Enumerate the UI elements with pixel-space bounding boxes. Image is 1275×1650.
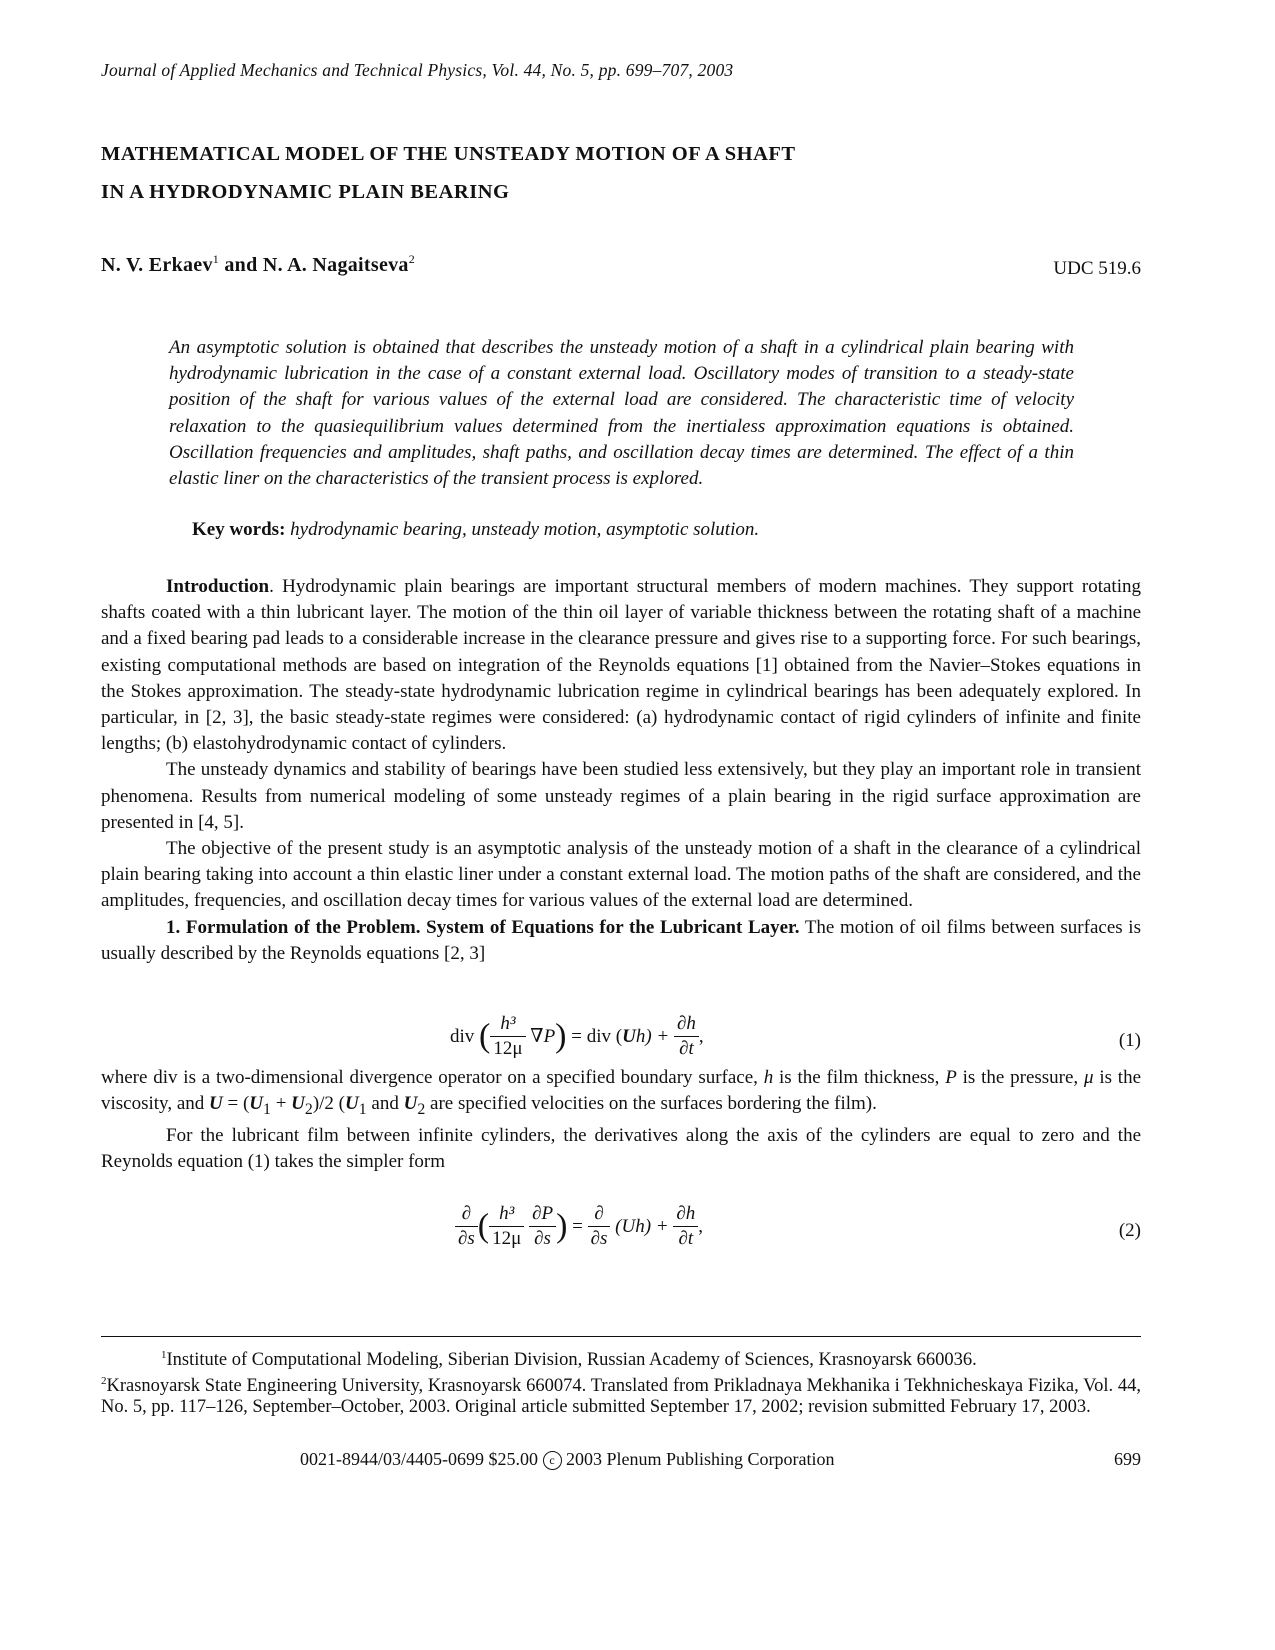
ae1-t9: are specified velocities on the surfaces bordering the film). [425,1093,877,1115]
ae1-t6: + [270,1093,292,1115]
footnotes [101,1345,1141,1418]
eq1-comma: , [698,1025,704,1047]
before-eq2-paragraph: For the lubricant film between infinite cylinders, the derivatives along the axis of the cylinders are equal to zero and the Reynolds equation (1) takes the simpler form [101,1125,1141,1173]
eq1-dden: ∂t [679,1038,694,1059]
journal-citation: Journal of Applied Mechanics and Technical Physics, Vol. 44, No. 5, pp. 699–707, 2003 [101,60,734,80]
eq1-grad: ∇P [530,1026,556,1047]
ae1-P: P [945,1067,957,1088]
eq2-d3den: ∂t [678,1228,694,1249]
ae1-t4: is the viscosity, and [101,1067,1142,1115]
eq1-dhdt [674,1012,699,1061]
ae1-sub1: 1 [263,1101,271,1118]
eq1-frac-den: 12μ [493,1038,523,1059]
equation-2 [0,1202,1275,1262]
abstract: An asymptotic solution is obtained that describes the unsteady motion of a shaft in a cylindrical plain bearing with hydrodynamic lubrication in the case of a constant external load. Oscillatory modes of transition to a steady-state position of the shaft for various values of the external load are considered. The characteristic time of velocity relaxation to the quasiequilibrium values determined from the inertialess approximation equations is obtained. Oscillation frequencies and amplitudes, shaft paths, and oscillation decay times are determined. The effect of a thin elastic liner on the characteristics of the transient process is explored. [169,337,1074,490]
eq1-rparen: ) [555,1017,567,1055]
eq2-f2den: ∂s [534,1228,551,1249]
pub-publisher: 2003 Plenum Publishing Corporation [566,1449,835,1469]
section1-paragraph [101,915,1141,967]
eq2-f1 [489,1202,524,1251]
intro-heading: Introduction [166,576,270,597]
eq2-equals: = [572,1215,583,1237]
footnote-1 [101,1345,1141,1371]
authors-and: and [219,254,263,276]
body-text-block-1 [101,574,1141,967]
eq2-f1den: 12μ [492,1228,522,1249]
section1-text: The motion of oil films between surfaces is usually described by the Reynolds equations [2, 3] [101,916,1141,964]
author-1-affil: 1 [212,252,220,266]
fn1-text: Institute of Computational Modeling, Siberian Division, Russian Academy of Sciences, Krasnoyarsk 660036. [166,1350,977,1370]
eq2-d1 [455,1202,478,1251]
eq2-f1num: h³ [499,1203,515,1224]
ae1-sub2b: 2 [417,1101,426,1118]
eq2-d3 [673,1202,698,1251]
ae1-U2: U [291,1093,305,1115]
keywords-label: Key words: [192,519,286,540]
ae1-U1: U [249,1093,264,1115]
ae1-t7: )/2 ( [312,1093,346,1115]
after-eq1-paragraph [101,1065,1141,1123]
ae1-mu: μ [1083,1067,1094,1088]
eq1-fraction [490,1012,525,1061]
fn1-sup: 1 [161,1349,167,1361]
eq1-div: div [450,1025,475,1047]
eq1-lparen: ( [479,1017,491,1055]
eq1-rhs2: h) + [635,1025,670,1047]
fn2-sup: 2 [101,1375,107,1387]
eq2-comma: , [698,1215,703,1237]
ae1-sub1b: 1 [358,1101,367,1118]
footnote-rule [101,1336,1141,1337]
ae1-U: U [209,1093,223,1115]
ae1-sub2: 2 [304,1101,313,1118]
section1-heading: 1. Formulation of the Problem. System of Equations for the Lubricant Layer. [166,916,800,938]
author-2-affil: 2 [408,252,416,266]
eq2-number: (2) [1118,1220,1141,1241]
ae1-h: h [763,1067,774,1088]
ae1-t2: is the film thickness, [773,1067,946,1088]
publication-info [300,1449,835,1470]
eq2-d2 [588,1202,611,1251]
udc-code: UDC 519.6 [1053,258,1141,279]
eq2-d2num: ∂ [594,1203,604,1224]
author-2: N. A. Nagaitseva [262,254,409,276]
copyright-icon: c [543,1451,562,1470]
eq1-rhs1: = div ( [571,1025,623,1047]
eq1-number: (1) [1118,1030,1141,1051]
ae1-t1: where div is a two-dimensional divergence operator on a specified boundary surface, [101,1067,764,1088]
author-1: N. V. Erkaev [101,254,213,276]
keywords [192,519,759,541]
page-number: 699 [1114,1449,1141,1469]
eq2-d3num: ∂h [676,1203,696,1224]
paper-title-line-2: IN A HYDRODYNAMIC PLAIN BEARING [101,181,510,203]
ae1-U2b: U [403,1093,418,1115]
intro-paragraph-3: The objective of the present study is an asymptotic analysis of the unsteady motion of a shaft in the clearance of a cylindrical plain bearing taking into account a thin elastic liner under a constant external load. The motion paths of the shaft are considered, and the amplitudes, frequencies, and oscillation decay times for various values of the external load are determined. [101,838,1141,912]
intro-p1-text: . Hydrodynamic plain bearings are important structural members of modern machines. They support rotating shafts coated with a thin lubricant layer. The motion of the thin oil layer of variable thickness between the rotating shaft of a machine and a fixed bearing pad leads to a considerable increase in the clearance pressure and gives rise to a supporting force. For such bearings, existing computational methods are based on integration of the Reynolds equations [1] obtained from the Navier–Stokes equations in the Stokes approximation. The steady-state hydrodynamic lubrication regime in cylindrical bearings has been adequately explored. In particular, in [2, 3], the basic steady-state regimes were considered: (a) hydrodynamic contact of rigid cylinders of infinite and finite lengths; (b) elastohydrodynamic contact of cylinders. [101,576,1141,755]
intro-paragraph-1 [101,574,1141,757]
body-text-block-2 [101,1065,1141,1176]
eq2-d2den: ∂s [590,1228,608,1249]
ae1-t3: is the pressure, [956,1067,1084,1088]
paper-title-line-1: MATHEMATICAL MODEL OF THE UNSTEADY MOTION OF A SHAFT [101,143,796,165]
eq2-d1num: ∂ [461,1203,472,1224]
eq2-f2 [529,1202,556,1251]
footnote-2 [101,1371,1141,1418]
ae1-t8: and [366,1093,404,1115]
eq1-frac-num: h³ [500,1013,516,1034]
eq1-dnum: ∂h [676,1013,696,1034]
eq2-uh: (Uh) + [615,1215,669,1237]
pub-code: 0021-8944/03/4405-0699 $25.00 [300,1449,538,1469]
ae1-U1b: U [345,1093,359,1115]
eq2-d1den: ∂s [458,1228,475,1249]
eq1-U: U [622,1025,636,1047]
eq2-lparen: ( [477,1207,490,1245]
fn2-text: Krasnoyarsk State Engineering University, Krasnoyarsk 660074. Translated from Prikladnaya Mekhanika i Tekhnicheskaya Fizika, Vol. 44, No. 5, pp. 117–126, September–October, 2003. Original article submitted September 17, 2002; revision submitted February 17, 2003. [101,1376,1141,1417]
keywords-text: hydrodynamic bearing, unsteady motion, asymptotic solution. [290,519,760,540]
ae1-t5: = ( [222,1093,250,1115]
eq2-rparen: ) [556,1207,568,1245]
eq2-f2num: ∂P [532,1203,554,1224]
equation-1 [0,1012,1275,1072]
authors [101,252,415,277]
intro-paragraph-2: The unsteady dynamics and stability of bearings have been studied less extensively, but they play an important role in transient phenomena. Results from numerical modeling of some unsteady regimes of a plain bearing in the rigid surface approximation are presented in [4, 5]. [101,759,1141,833]
